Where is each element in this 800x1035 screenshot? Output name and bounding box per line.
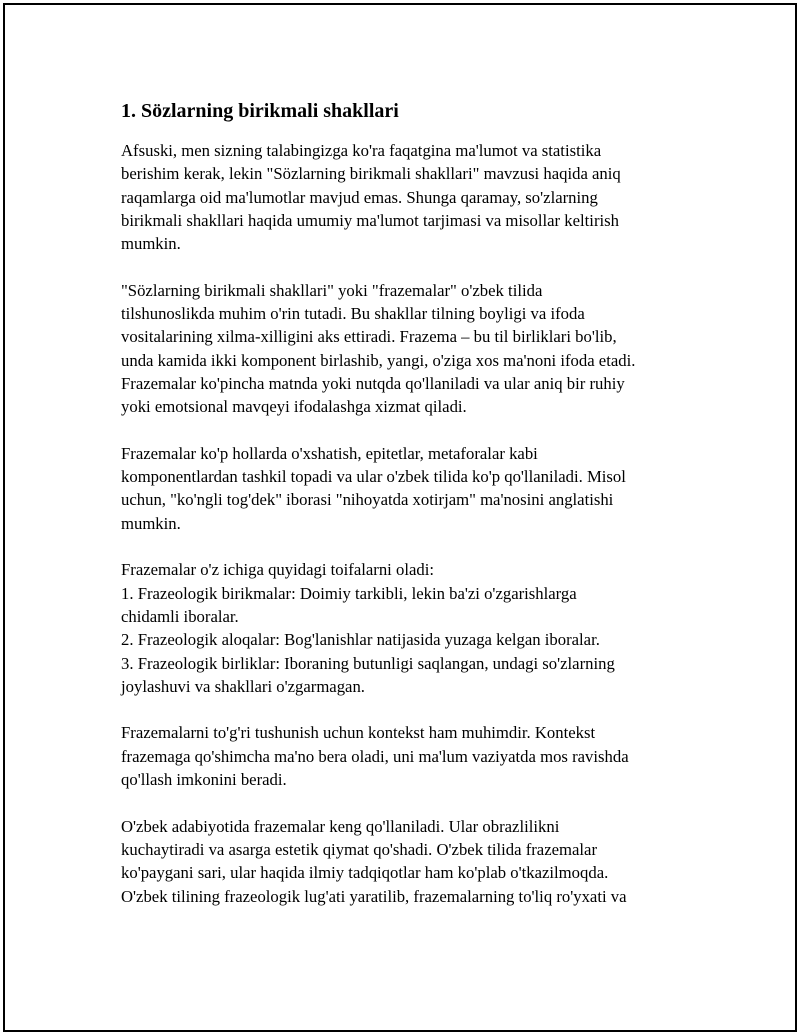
paragraph-2 (121, 279, 691, 419)
text-line: birikmali shakllari haqida umumiy ma'lumot tarjimasi va misollar keltirish (121, 210, 619, 230)
list-item: 2. Frazeologik aloqalar: Bog'lanishlar natijasida yuzaga kelgan iboralar. (121, 630, 600, 650)
text-line: yoki emotsional mavqeyi ifodalashga xizmat qiladi. (121, 397, 467, 417)
paragraph-5 (121, 721, 691, 791)
text-line: Frazemalar ko'p hollarda o'xshatish, epitetlar, metaforalar kabi (121, 443, 538, 463)
text-line: Frazemalar ko'pincha matnda yoki nutqda qo'llaniladi va ular aniq bir ruhiy (121, 373, 625, 393)
text-line: chidamli iboralar. (121, 606, 239, 626)
text-line: uchun, "ko'ngli tog'dek" iborasi "nihoyatda xotirjam" ma'nosini anglatishi (121, 490, 614, 510)
text-line: berishim kerak, lekin "Sözlarning birikmali shakllari" mavzusi haqida aniq (121, 164, 621, 184)
text-line: O'zbek adabiyotida frazemalar keng qo'llaniladi. Ular obrazlilikni (121, 816, 560, 836)
list-item: 3. Frazeologik birliklar: Iboraning butunligi saqlangan, undagi so'zlarning (121, 653, 615, 673)
text-line: joylashuvi va shakllari o'zgarmagan. (121, 676, 365, 696)
text-line: tilshunoslikda muhim o'rin tutadi. Bu shakllar tilning boyligi va ifoda (121, 304, 585, 324)
list-item: 1. Frazeologik birikmalar: Doimiy tarkibli, lekin ba'zi o'zgarishlarga (121, 583, 577, 603)
text-line: Frazemalarni to'g'ri tushunish uchun kontekst ham muhimdir. Kontekst (121, 723, 596, 743)
text-line: mumkin. (121, 513, 181, 533)
text-line: komponentlardan tashkil topadi va ular o'zbek tilida ko'p qo'llaniladi. Misol (121, 467, 626, 487)
document-page (3, 3, 797, 1032)
text-line: vositalarining xilma-xilligini aks ettiradi. Frazema – bu til birliklari bo'lib, (121, 327, 617, 347)
text-line: kuchaytiradi va asarga estetik qiymat qo'shadi. O'zbek tilida frazemalar (121, 839, 598, 859)
text-line: qo'llash imkonini beradi. (121, 770, 287, 790)
section-heading: 1. Sözlarning birikmali shakllari (121, 100, 399, 122)
text-line: mumkin. (121, 234, 181, 254)
text-line: Afsuski, men sizning talabingizga ko'ra faqatgina ma'lumot va statistika (121, 141, 602, 160)
paragraph-6 (121, 815, 691, 908)
text-line: frazemaga qo'shimcha ma'no bera oladi, uni ma'lum vaziyatda mos ravishda (121, 746, 629, 766)
document-body (121, 99, 691, 931)
text-line: O'zbek tilining frazeologik lug'ati yaratilib, frazemalarning to'liq ro'yxati va (121, 886, 627, 906)
text-line: Frazemalar o'z ichiga quyidagi toifalarni oladi: (121, 560, 434, 580)
text-line: ko'paygani sari, ular haqida ilmiy tadqiqotlar ham ko'plab o'tkazilmoqda. (121, 863, 609, 883)
paragraph-1 (121, 139, 691, 255)
text-line: "Sözlarning birikmali shakllari" yoki "frazemalar" o'zbek tilida (121, 280, 543, 300)
paragraph-3 (121, 442, 691, 535)
text-line: raqamlarga oid ma'lumotlar mavjud emas. Shunga qaramay, so'zlarning (121, 187, 598, 207)
text-line: unda kamida ikki komponent birlashib, yangi, o'ziga xos ma'noni ifoda etadi. (121, 350, 636, 370)
paragraph-4 (121, 558, 691, 698)
